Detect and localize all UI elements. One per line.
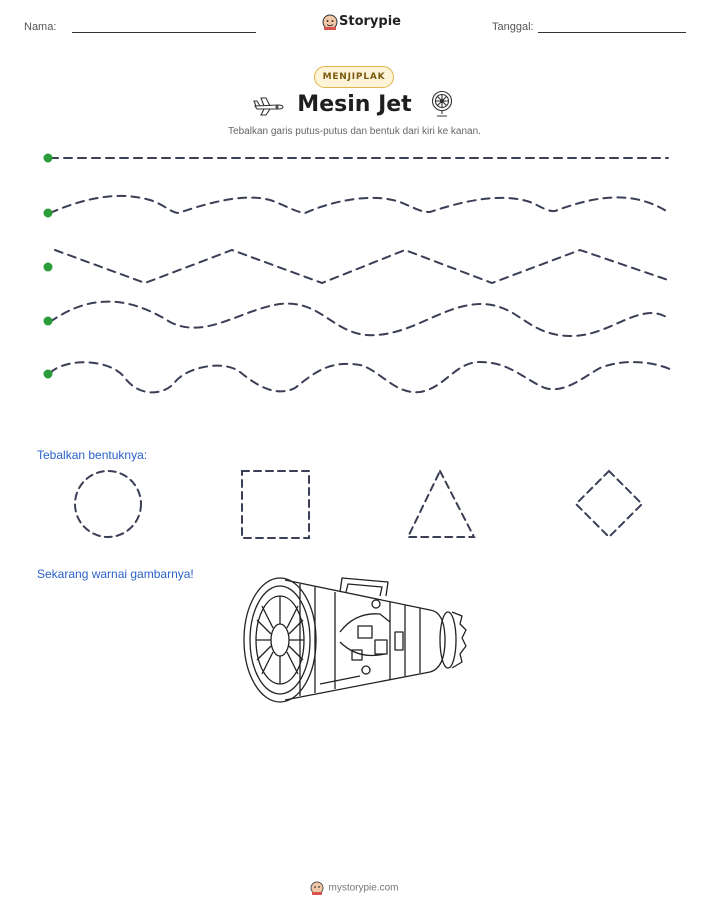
trace-diamond	[576, 471, 642, 537]
start-dots	[0, 140, 709, 400]
trace-circle	[75, 471, 141, 537]
start-dot-5	[44, 370, 53, 379]
activity-badge: MENJIPLAK	[314, 66, 394, 88]
start-dot-3	[44, 263, 53, 272]
footer-url[interactable]: mystorypie.com	[328, 882, 399, 894]
instructions: Tebalkan garis putus-putus dan bentuk dari kiri ke kanan.	[228, 126, 481, 137]
storypie-logo-icon	[322, 14, 338, 30]
coloring-section-label: Sekarang warnai gambarnya!	[37, 567, 194, 581]
name-label: Nama:	[24, 21, 57, 33]
start-dot-2	[44, 209, 53, 218]
brand-name: Storypie	[339, 14, 401, 29]
brand-logo	[322, 13, 401, 31]
trace-shapes[interactable]	[0, 466, 709, 546]
storypie-logo-icon	[310, 881, 324, 895]
jet-engine-illustration[interactable]	[240, 572, 480, 722]
start-dot-4	[44, 317, 53, 326]
page-title: Mesin Jet	[297, 92, 412, 117]
start-dot-1	[44, 154, 53, 163]
shapes-section-label: Tebalkan bentuknya:	[37, 448, 148, 462]
trace-triangle	[408, 471, 474, 537]
name-write-line[interactable]	[72, 32, 256, 33]
trace-square	[242, 471, 309, 538]
footer	[0, 881, 709, 895]
date-label: Tanggal:	[492, 21, 534, 33]
date-write-line[interactable]	[538, 32, 686, 33]
fan-icon	[430, 90, 456, 118]
